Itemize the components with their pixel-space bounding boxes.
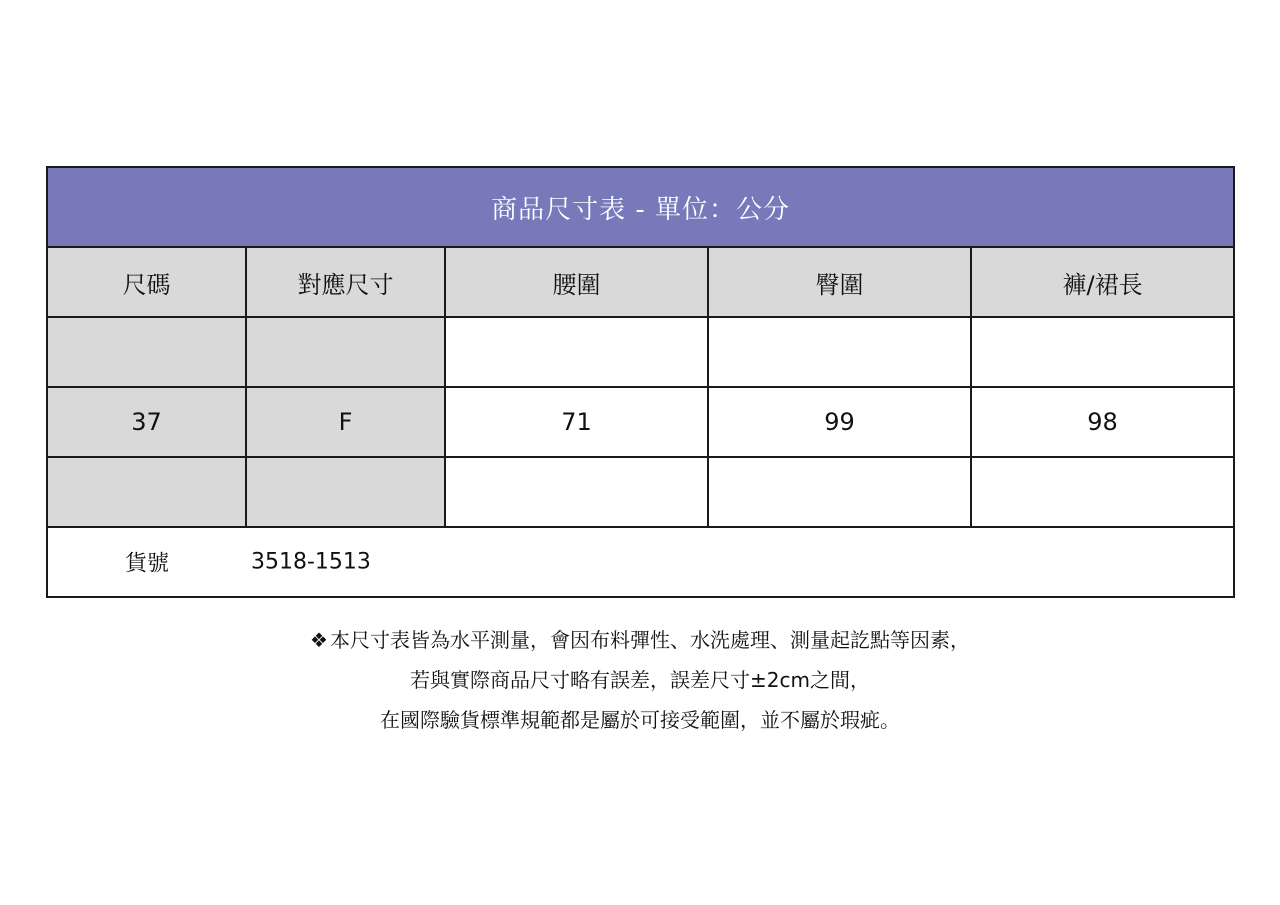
note-line-1 [0,620,1280,660]
measurement-notes [0,620,1280,740]
cell-size [47,317,246,387]
cell-length [971,457,1234,527]
note-line-3: 在國際驗貨標準規範都是屬於可接受範圍，並不屬於瑕疵。 [380,708,900,732]
cell-corresponding-size [246,317,445,387]
cell-hip [708,457,971,527]
header-hip: 臀圍 [708,247,971,317]
cell-corresponding-size [246,457,445,527]
note-line-2: 若與實際商品尺寸略有誤差，誤差尺寸±2cm之間， [410,668,870,692]
cell-corresponding-size: F [246,387,445,457]
cell-length: 98 [971,387,1234,457]
header-row [47,247,1234,317]
cell-waist [445,457,708,527]
product-number-label: 貨號 [124,551,169,577]
product-number-row [47,527,1234,597]
product-number-cell [47,527,1234,597]
table-row [47,317,1234,387]
note-text-1: 本尺寸表皆為水平測量，會因布料彈性、水洗處理、測量起訖點等因素， [329,628,970,652]
product-number-value: 3518-1513 [251,549,371,575]
cell-length [971,317,1234,387]
header-size: 尺碼 [47,247,246,317]
header-corresponding-size: 對應尺寸 [246,247,445,317]
cell-waist [445,317,708,387]
cell-hip [708,317,971,387]
cell-hip: 99 [708,387,971,457]
diamond-bullet-icon: ❖ [310,628,328,652]
header-waist: 腰圍 [445,247,708,317]
table-row [47,387,1234,457]
title-row [47,167,1234,247]
header-length: 褲/裙長 [971,247,1234,317]
cell-size [47,457,246,527]
table-row [47,457,1234,527]
cell-waist: 71 [445,387,708,457]
cell-size: 37 [47,387,246,457]
table-title: 商品尺寸表 - 單位：公分 [47,167,1234,247]
size-chart-table [46,166,1235,598]
